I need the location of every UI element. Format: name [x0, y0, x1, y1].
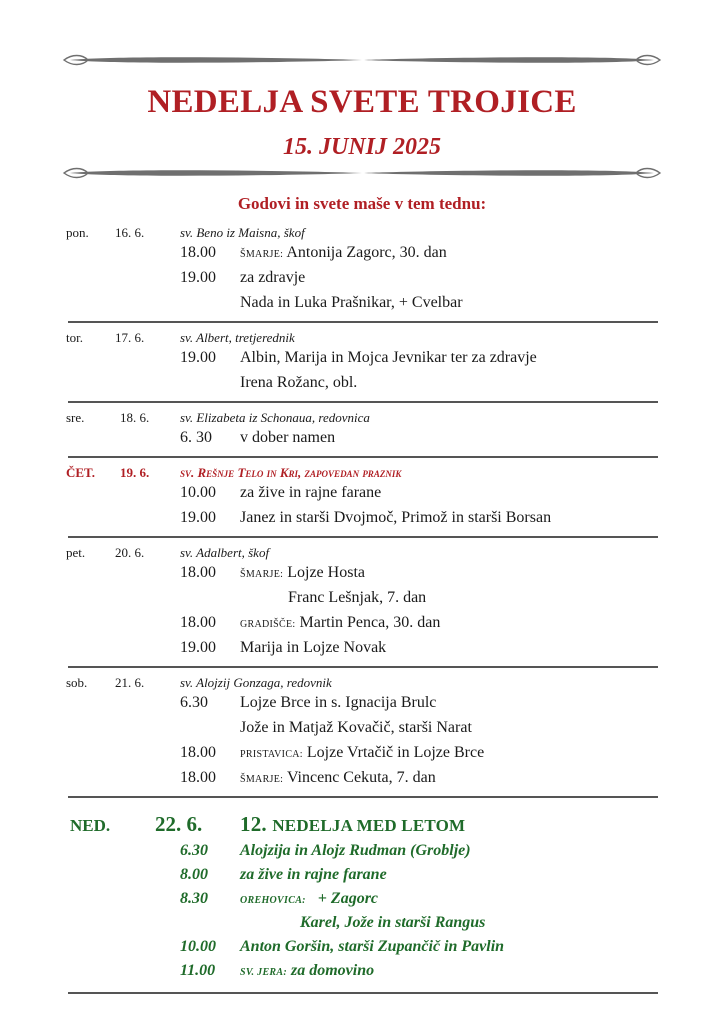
day-saint: sv. Adalbert, škof [180, 545, 270, 560]
day-block-tuesday [68, 327, 658, 403]
mass-intention-line [240, 769, 436, 787]
mass-intention: Alojzija in Alojz Rudman (Groblje) [240, 842, 471, 859]
mass-location: ŠMARJE: [240, 774, 284, 785]
mass-location: ŠMARJE: [240, 249, 284, 260]
mass-intention: Lojze Vrtačič in Lojze Brce [306, 744, 485, 761]
mass-row [68, 613, 658, 638]
mass-intention: Marija in Lojze Novak [240, 639, 387, 656]
sunday-number: 12. [240, 812, 267, 836]
mass-row [68, 243, 658, 268]
day-block-wednesday [68, 407, 658, 458]
mass-intention: Martin Penca, 30. dan [299, 614, 441, 631]
day-header [68, 407, 658, 428]
mass-intention-line [240, 244, 447, 262]
top-ornament-divider [62, 52, 662, 68]
mass-intention: Vincenc Cekuta, 7. dan [286, 769, 436, 786]
mass-row [68, 348, 658, 373]
mass-time: 18.00 [180, 564, 216, 581]
day-date: 16. 6. [115, 225, 145, 240]
mass-schedule [68, 222, 658, 994]
mass-time: 18.00 [180, 614, 216, 631]
mass-intention: za domovino [290, 962, 375, 979]
mass-row [68, 743, 658, 768]
mass-intention-line [240, 564, 365, 582]
day-block-thursday [68, 462, 658, 538]
mass-row [68, 768, 658, 793]
mass-row [68, 638, 658, 663]
mass-intention: za žive in rajne farane [240, 866, 387, 883]
day-header [68, 672, 658, 693]
mass-time: 11.00 [180, 962, 216, 979]
mass-location: OREHOVICA: [240, 895, 306, 906]
mass-intention: Irena Rožanc, obl. [240, 374, 358, 391]
day-saint: sv. Rešnje Telo in Kri, zapovedan praznik [180, 465, 402, 480]
day-block-friday [68, 542, 658, 668]
mass-intention: + Zagorc [317, 890, 379, 907]
day-date: 18. 6. [120, 410, 150, 425]
page-title: NEDELJA SVETE TROJICE [147, 84, 577, 120]
mass-time: 18.00 [180, 244, 216, 261]
sunday-title: NEDELJA MED LETOM [272, 816, 466, 835]
mass-row [68, 588, 658, 613]
mass-time: 18.00 [180, 769, 216, 786]
day-block-monday [68, 222, 658, 323]
mass-row [68, 938, 658, 962]
day-header [68, 542, 658, 563]
day-date: 17. 6. [115, 330, 145, 345]
mass-row [68, 914, 658, 938]
mass-row [68, 508, 658, 533]
mass-location: ŠMARJE: [240, 569, 284, 580]
day-name: pet. [66, 545, 86, 560]
mass-intention-line [240, 614, 440, 632]
mass-intention: Karel, Jože in starši Rangus [300, 914, 486, 931]
mass-location: GRADIŠČE: [240, 619, 296, 630]
sunday-title-line [240, 812, 465, 837]
day-header [68, 327, 658, 348]
day-header [68, 222, 658, 243]
page-date: 15. JUNIJ 2025 [282, 134, 441, 160]
mass-row [68, 842, 658, 866]
mass-time: 10.00 [180, 938, 216, 955]
sunday-block [68, 804, 658, 994]
day-name: sob. [66, 675, 88, 690]
mass-time: 6. 30 [180, 429, 212, 446]
day-saint: sv. Elizabeta iz Schonaua, redovnica [180, 410, 370, 425]
mass-time: 8.30 [180, 890, 208, 907]
day-header [68, 462, 658, 483]
mass-time: 8.00 [180, 866, 208, 883]
day-date: 20. 6. [115, 545, 145, 560]
day-saint: sv. Beno iz Maisna, škof [180, 225, 305, 240]
mass-time: 18.00 [180, 744, 216, 761]
sunday-day-name: NED. [70, 816, 111, 835]
day-name: ČET. [66, 465, 96, 480]
mass-time: 19.00 [180, 639, 216, 656]
day-saint: sv. Alojzij Gonzaga, redovnik [180, 675, 332, 690]
mass-time: 6.30 [180, 694, 208, 711]
mass-intention: v dober namen [240, 429, 336, 446]
mass-time: 10.00 [180, 484, 216, 501]
mass-row [68, 962, 658, 986]
mass-intention-line [240, 962, 374, 980]
mass-row [68, 428, 658, 453]
mass-location: PRISTAVICA: [240, 749, 303, 760]
bottom-ornament-divider [62, 165, 662, 181]
mass-intention: za žive in rajne farane [240, 484, 382, 501]
mass-row [68, 693, 658, 718]
section-title: Godovi in svete maše v tem tednu: [237, 194, 487, 213]
day-block-saturday [68, 672, 658, 798]
day-name: sre. [66, 410, 85, 425]
mass-row [68, 268, 658, 293]
mass-time: 6.30 [180, 842, 208, 859]
mass-location: SV. JERA: [240, 967, 287, 978]
mass-time: 19.00 [180, 509, 216, 526]
mass-row [68, 718, 658, 743]
mass-intention: Albin, Marija in Mojca Jevnikar ter za zdravje [240, 349, 537, 366]
day-name: tor. [66, 330, 83, 345]
sunday-header [68, 804, 658, 842]
mass-intention: Franc Lešnjak, 7. dan [288, 589, 427, 606]
mass-intention: za zdravje [240, 269, 306, 286]
mass-intention: Anton Goršin, starši Zupančič in Pavlin [240, 938, 505, 955]
mass-row [68, 563, 658, 588]
mass-intention: Lojze Brce in s. Ignacija Brulc [240, 694, 437, 711]
mass-intention: Antonija Zagorc, 30. dan [286, 244, 447, 261]
day-name: pon. [66, 225, 89, 240]
mass-row [68, 293, 658, 318]
mass-row [68, 890, 658, 914]
mass-row [68, 866, 658, 890]
day-date: 19. 6. [120, 465, 150, 480]
mass-row [68, 373, 658, 398]
mass-intention: Nada in Luka Prašnikar, + Cvelbar [240, 294, 463, 311]
mass-time: 19.00 [180, 349, 216, 366]
day-saint: sv. Albert, tretjerednik [180, 330, 295, 345]
sunday-date: 22. 6. [155, 812, 203, 836]
mass-intention-line [240, 890, 378, 908]
day-date: 21. 6. [115, 675, 145, 690]
mass-intention: Janez in starši Dvojmoč, Primož in starši Borsan [240, 509, 552, 526]
mass-intention: Jože in Matjaž Kovačič, starši Narat [240, 719, 472, 736]
mass-intention-line [240, 744, 484, 762]
mass-row [68, 483, 658, 508]
mass-intention: Lojze Hosta [287, 564, 365, 581]
mass-time: 19.00 [180, 269, 216, 286]
